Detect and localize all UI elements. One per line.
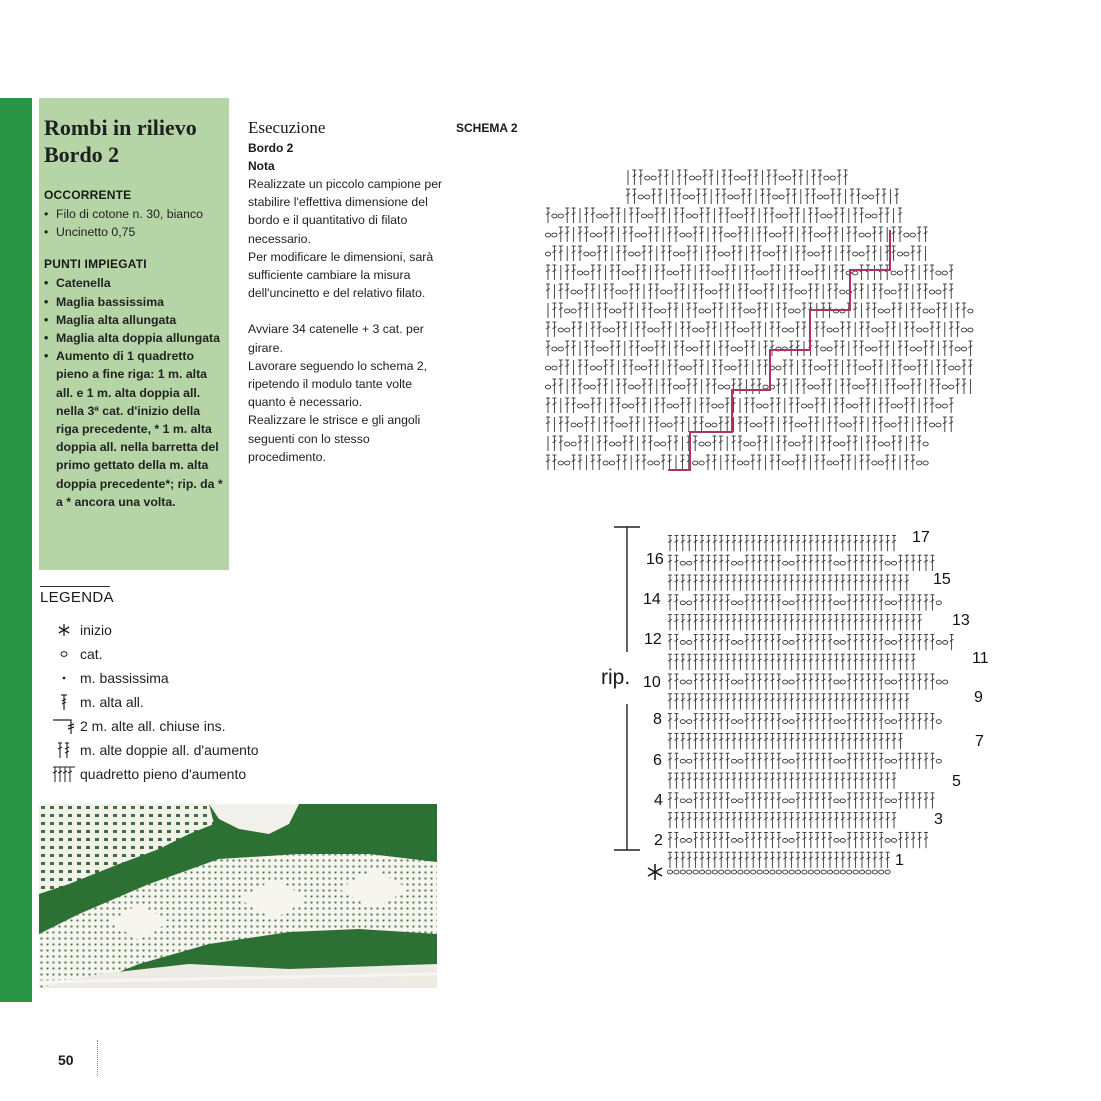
row-number: 7 [975,733,984,750]
note-text: Realizzate un piccolo campione per stabilire l'effettiva dimensione del bordo e il quantitativo di filato necessario. Per modificare le dimensioni, sarà sufficiente cambiare la misura dell'uncinetto e del relativo filato. [248,177,443,301]
row-number: 13 [952,612,970,629]
crochet-chart [540,160,990,890]
double-treble-increase-icon [48,741,80,759]
occorrente-heading: OCCORRENTE [44,188,132,202]
row-number: 10 [643,674,661,691]
execution-title: Esecuzione [248,118,326,137]
page-title [44,114,225,168]
legend-row [48,714,288,738]
row-number: 14 [643,591,661,608]
list-item: • Maglia bassissima [44,293,225,311]
title-line-2: Bordo 2 [44,142,120,167]
legend-row [48,666,288,690]
legend-row [48,618,288,642]
accent-bar [0,98,32,1002]
note-heading: Nota [248,159,275,173]
row-number: 17 [912,529,930,546]
repeat-label: rip. [601,666,631,689]
start-asterisk-icon [648,864,662,880]
list-item: • Aumento di 1 quadretto pieno a fine riga: 1 m. alta all. e 1 m. alta doppia all. nella 3ª cat. d'inizio della riga precedente, * 1 m. alta doppia all. nella barretta del primo gettato della m. alta doppia precedente*; rip. da * a * ancora una volta. [44,347,225,511]
row-number: 1 [895,852,904,869]
legend-row [48,642,288,666]
row-number: 3 [934,811,943,828]
lace-photo-image [39,804,437,988]
row-number: 5 [952,773,961,790]
list-item: • Maglia alta allungata [44,311,225,329]
row-number: 12 [644,631,662,648]
row-number: 8 [653,711,662,728]
legend-row [48,738,288,762]
asterisk-icon [48,623,80,637]
punti-heading: PUNTI IMPIEGATI [44,257,147,272]
info-panel [39,98,229,570]
instructions-text: Avviare 34 catenelle + 3 cat. per girare. Lavorare seguendo lo schema 2, ripetendo il modulo tante volte quanto è necessario. Realizzare le strisce e gli angoli seguenti con lo stesso procedimento. [248,322,428,464]
two-dc-together-icon [48,717,80,735]
row-number: 2 [654,832,663,849]
execution-subtitle: Bordo 2 [248,141,294,155]
legend-label: m. bassissima [80,670,169,686]
legend-label: m. alte doppie all. d'aumento [80,742,259,758]
row-number: 9 [974,689,983,706]
legend-label: quadretto pieno d'aumento [80,766,247,782]
list-item: • Maglia alta doppia allungata [44,329,225,347]
lace-photo [39,804,437,988]
page-divider [97,1040,98,1076]
filled-square-increase-icon [48,765,80,783]
legend-label: cat. [80,646,103,662]
elongated-dc-icon [48,693,80,711]
row-number: 15 [933,571,951,588]
title-line-1: Rombi in rilievo [44,115,197,140]
row-number: 4 [654,792,663,809]
execution-section [248,118,443,466]
list-item: • Catenella [44,274,225,292]
slip-stitch-icon [48,675,80,681]
legend-row [48,762,288,786]
row-number: 6 [653,752,662,769]
occorrente-list [44,205,225,241]
page-number: 50 [58,1052,74,1068]
legend-label: m. alta all. [80,694,144,710]
row-number: 11 [972,650,989,667]
legend-label: inizio [80,622,112,638]
chain-icon [48,650,80,658]
schema-label: SCHEMA 2 [456,121,518,135]
legend-title: LEGENDA [40,586,110,606]
punti-list [44,274,225,511]
legend-label: 2 m. alte all. chiuse ins. [80,718,226,734]
list-item: • Uncinetto 0,75 [44,223,225,241]
legend [48,618,288,786]
legend-row [48,690,288,714]
row-number: 16 [646,551,664,568]
list-item: • Filo di cotone n. 30, bianco [44,205,225,223]
